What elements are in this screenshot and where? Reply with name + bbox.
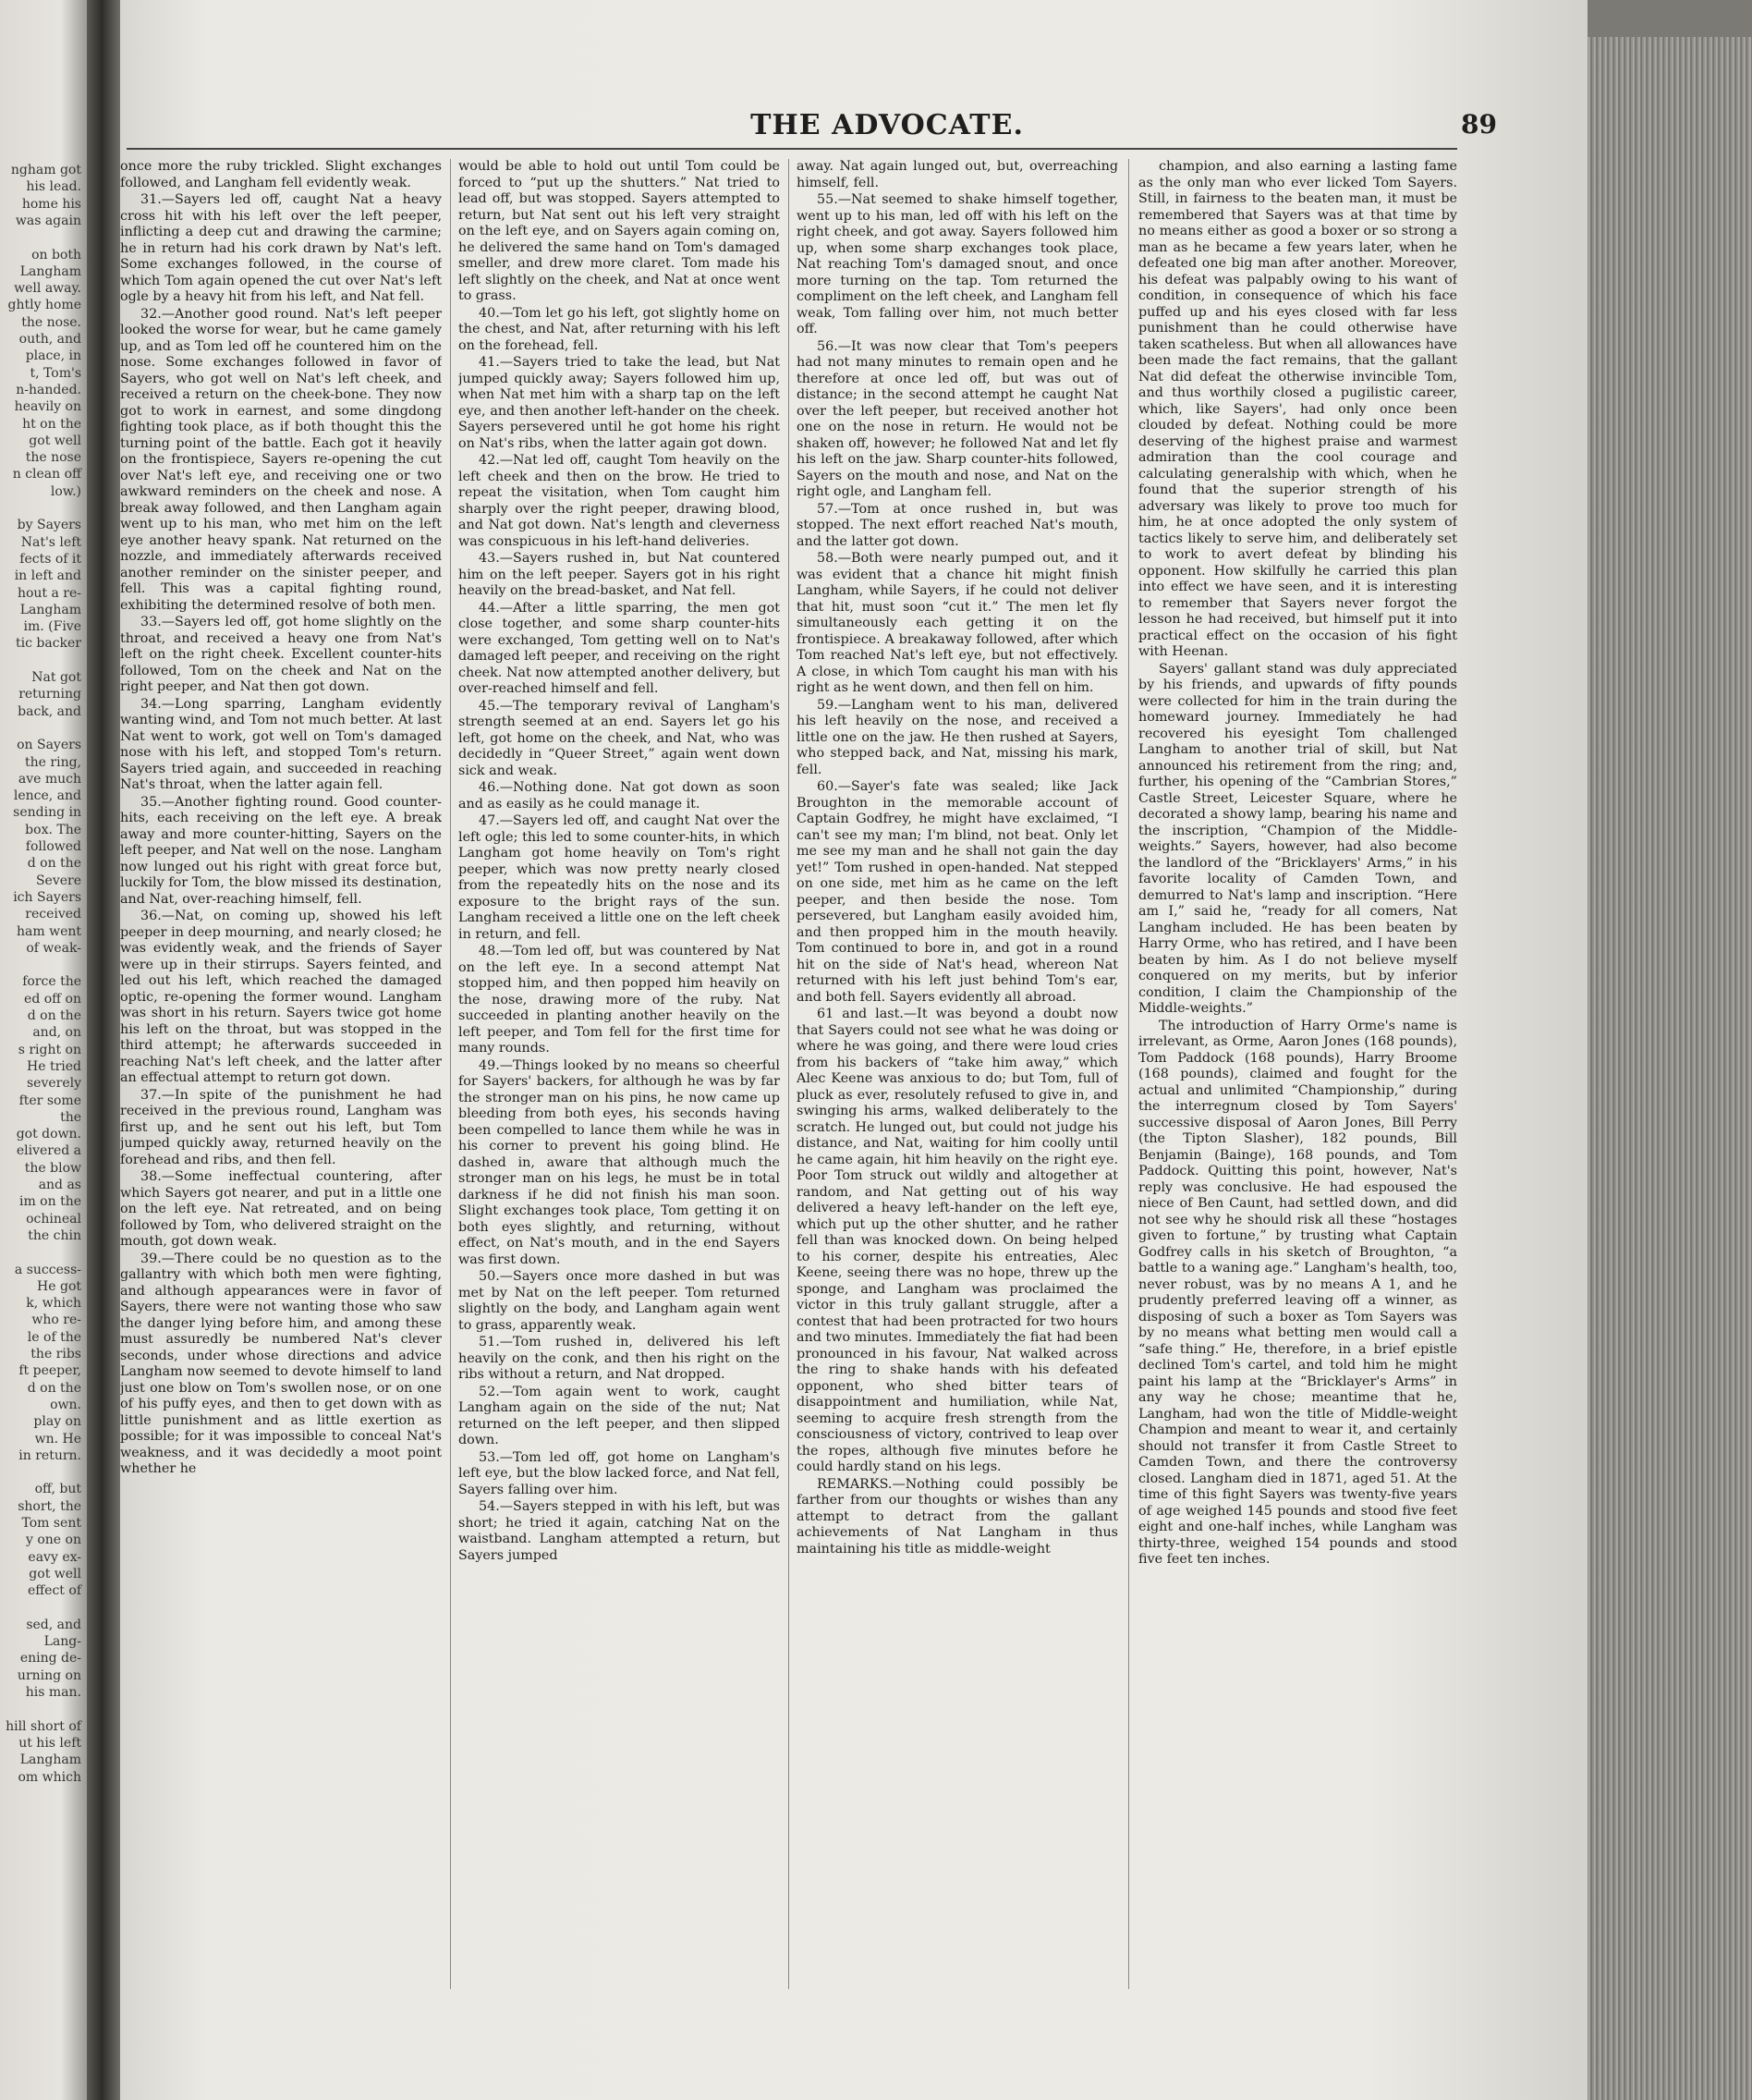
paragraph: 59.—Langham went to his man, delivered his left heavily on the nose, and received a little one on the jaw. He then rushed at Sayers, who stepped back, and Nat, missing his mark, fell. — [797, 697, 1118, 777]
previous-page-text-fragment: hout a re- — [17, 585, 81, 601]
previous-page-text-fragment: im on the — [18, 1194, 81, 1210]
paragraph: 37.—In spite of the punishment he had received in the previous round, Langham was first up, and he sent out his left, but Tom jumped quickly away, returned heavily on the forehead and ribs, and then fell. — [120, 1087, 442, 1167]
previous-page-text-fragment: the — [60, 1109, 81, 1125]
previous-page-text-fragment: eavy ex- — [28, 1549, 81, 1565]
paragraph: champion, and also earning a lasting fame as the only man who ever licked Tom Sayers. Still, in fairness to the beaten man, it must be remembered that Sayers was at that time by no means either as good a boxer or so strong a man as he became a few years later, when he defeated one big man after another. Moreover, his defeat was palpably owing to his want of condition, in consequence of which his face puffed up and his eyes closed with far less punishment than he could otherwise have taken scatheless. But when all allowances have been made the fact remains, that the gallant Nat did defeat the otherwise invincible Tom, and thus worthily closed a pugilistic career, which, like Sayers', had only once been clouded by defeat. Nothing could be more deserving of the highest praise and warmest admiration than the cool courage and calculating generalship with which, when he found that the superior strength of his adversary was likely to prove too much for him, he at once adopted the only system of tactics likely to serve him, and deliberately set to work to avert defeat by blinding his opponent. How skilfully he carried this plan into effect we have seen, and it is interesting to remember that Sayers never forgot the lesson he had received, but himself put it into practical effect on the occasion of his fight with Heenan. — [1138, 159, 1457, 659]
page-number: 89 — [1461, 109, 1497, 140]
paragraph: 56.—It was now clear that Tom's peepers had not many minutes to remain open and he therefore at once led off, but was out of distance; in the second attempt he caught Nat over the left peeper, but received another hot one on the nose in return. He would not be shaken off, however; he followed Nat and let fly his left on the jaw. Sharp counter-hits followed, Sayers on the mouth and nose, and Nat on the right ogle, and Langham fell. — [797, 338, 1118, 499]
paragraph: 49.—Things looked by no means so cheerful for Sayers' backers, for although he was by far the stronger man on his pins, he now came up bleeding from both eyes, his seconds having been compelled to lance them while he was in his corner to prevent his going blind. He dashed in, aware that although much the stronger man on his legs, he must be in total darkness if he did not finish his man soon. Slight exchanges took place, Tom getting it on both eyes slightly, and returning, without effect, on Nat's mouth, and in the end Sayers was first down. — [458, 1057, 780, 1267]
previous-page-text-fragment: place, in — [25, 348, 81, 364]
paragraph: 32.—Another good round. Nat's left peeper looked the worse for wear, but he came gamely up, and as Tom led off he countered him on the nose. Some exchanges followed in favor of Sayers, who got well on Nat's left cheek, and received a return on the cheek-bone. They now got to work in earnest, and some dingdong fighting took place, as if both thought this the turning point of the battle. Each got it heavily on the frontispiece, Sayers re-opening the cut over Nat's left eye, and receiving one or two awkward reminders on the cheek and nose. A break away followed, and then Langham again went up to his man, who met him on the left eye another heavy spank. Nat returned on the nozzle, and immediately afterwards received another reminder on the sinister peeper, and fell. This was a capital fighting round, exhibiting the determined resolve of both men. — [120, 306, 442, 613]
previous-page-text-fragment: ochineal — [26, 1211, 81, 1227]
previous-page-text-fragment: d on the — [27, 1008, 81, 1023]
paragraph: 60.—Sayer's fate was sealed; like Jack Broughton in the memorable account of Captain Godfrey, he might have exclaimed, “I can't see my man; I'm blind, not beat. Only let me see my man and he shall not gain the day yet!” Tom rushed in open-handed. Nat stepped on one side, met him as he came on the left peeper, and then beside the nose. Tom persevered, but Langham easily avoided him, and then propped him in the mouth heavily. Tom continued to bore in, and got in a round hit on the side of Nat's head, whereon Nat returned with his left just behind Tom's ear, and both fell. Sayers evidently all abroad. — [797, 779, 1118, 1005]
header-rule — [127, 148, 1457, 150]
paragraph: 58.—Both were nearly pumped out, and it was evident that a chance hit might finish Langham, while Sayers, if he could not deliver that hit, must soon “cut it.” The men let fly simultaneously each getting it on the frontispiece. A breakaway followed, after which Tom reached Nat's left eye, but not effectively. A close, in which Tom caught his man with his right as he went down, and then fell on him. — [797, 551, 1118, 695]
previous-page-text-fragment: ich Sayers — [13, 889, 81, 905]
paragraph: 38.—Some ineffectual countering, after which Sayers got nearer, and put in a little one on the left eye. Nat retreated, and on being followed by Tom, who delivered straight on the mouth, got down weak. — [120, 1169, 442, 1249]
paragraph: 50.—Sayers once more dashed in but was met by Nat on the left peeper. Tom returned slightly on the body, and Langham again went to grass, apparently weak. — [458, 1269, 780, 1333]
running-head: THE ADVOCATE. — [750, 109, 1024, 141]
previous-page-text-fragment: ham went — [17, 923, 81, 939]
previous-page-text-fragment: returning — [18, 687, 81, 702]
text-column-3 — [797, 159, 1118, 2017]
paragraph: 51.—Tom rushed in, delivered his left heavily on the conk, and then his right on the ribs without a return, and Nat dropped. — [458, 1335, 780, 1382]
previous-page-text-fragment: wn. He — [34, 1431, 81, 1447]
previous-page-text-fragment: ave much — [18, 771, 81, 787]
previous-page-text-fragment: d on the — [27, 1380, 81, 1396]
paragraph: 34.—Long sparring, Langham evidently wanting wind, and Tom not much better. At last Nat went to work, got well on Tom's damaged nose with his left, and stopped Tom's return. Sayers tried again, and succeeded in reaching Nat's throat, when the latter again fell. — [120, 696, 442, 792]
previous-page-text-fragment: got well — [29, 433, 81, 448]
paragraph: 42.—Nat led off, caught Tom heavily on the left cheek and then on the brow. He tried to repeat the visitation, when Tom caught him sharply over the right peeper, drawing blood, and Nat got down. Nat's length and cleverness was conspicuous in his left-hand deliveries. — [458, 453, 780, 549]
previous-page-text-fragment: im. (Five — [23, 619, 81, 635]
column-rule — [1128, 159, 1129, 1989]
previous-page-text-fragment: y one on — [26, 1532, 81, 1548]
previous-page-text-fragment: got down. — [16, 1127, 81, 1142]
paragraph: 36.—Nat, on coming up, showed his left peeper in deep mourning, and nearly closed; he was evidently weak, and the friends of Sayer were up in their stirrups. Sayers feinted, and led out his left, which reached the damaged optic, re-opening the former wound. Langham was short in his return. Sayers twice got home his left on the throat, but was stopped in the third attempt; he afterwards succeeded in reaching Nat's left cheek, and the latter after an effectual attempt to return got down. — [120, 909, 442, 1085]
previous-page-text-fragment: ghtly home — [7, 298, 81, 313]
previous-page-text-fragment: severely — [26, 1076, 81, 1092]
previous-page-text-fragment: Lang- — [43, 1634, 81, 1650]
paragraph: 39.—There could be no question as to the gallantry with which both men were fighting, and although appearances were in favor of Sayers, there were not wanting those who saw the danger lying before him, and among these must assuredly be numbered Nat's clever seconds, under whose directions and advice Langham now seemed to devote himself to land just one blow on Tom's swollen nose, or on one of his puffy eyes, and then to get down with as little punishment and as little exertion as possible; for it was impossible to conceal Nat's weakness, and it was decidedly a moot point whether he — [120, 1251, 442, 1476]
previous-page-text-fragment: om which — [18, 1769, 81, 1785]
paragraph: 31.—Sayers led off, caught Nat a heavy cross hit with his left over the left peeper, inflicting a deep cut and drawing the carmine; he in return had his cork drawn by Nat's left. Some exchanges followed, in the course of which Tom again opened the cut over Nat's left ogle by a heavy hit from his left, and Nat fell. — [120, 192, 442, 304]
paragraph: 57.—Tom at once rushed in, but was stopped. The next effort reached Nat's mouth, and the latter got down. — [797, 501, 1118, 549]
paragraph: Sayers' gallant stand was duly appreciated by his friends, and upwards of fifty pounds were collected for him in the train during the homeward journey. Immediately he had recovered his eyesight Tom challenged Langham to another trial of skill, but Nat announced his retirement from the ring; and, further, his opening of the “Cambrian Stores,” Castle Street, Leicester Square, where he decorated a showy lamp, bearing his name and the inscription, “Champion of the Middle-weights.” Sayers, however, had also become the landlord of the “Bricklayers' Arms,” in his favorite locality of Camden Town, and demurred to Nat's lamp and inscription. “Here am I,” said he, “ready for all comers, Nat Langham included. He has been beaten by Harry Orme, who has retired, and I have been beaten by him. As I do not believe myself conquered on my merits, but by inferior condition, I claim the Championship of the Middle-weights.” — [1138, 661, 1457, 1016]
previous-page-text-fragment: his lead. — [26, 179, 81, 195]
paragraph: 55.—Nat seemed to shake himself together, went up to his man, led off with his left on the right cheek, and got away. Sayers followed him up, when some sharp exchanges took place, Nat reaching Tom's damaged snout, and once more turning on the tap. Tom returned the compliment on the left cheek, and Langham fell weak, Tom falling over him, not much better off. — [797, 192, 1118, 336]
previous-page-text-fragment: effect of — [27, 1583, 81, 1599]
previous-page-text-fragment: fects of it — [19, 551, 81, 567]
previous-page-text-fragment: ening de- — [19, 1651, 81, 1667]
previous-page-text-fragment: and, on — [32, 1025, 81, 1041]
previous-page-text-fragment: off, but — [34, 1482, 81, 1497]
previous-page-text-fragment: got well — [29, 1566, 81, 1581]
previous-page-text-fragment: his man. — [25, 1685, 81, 1700]
paragraph: 33.—Sayers led off, got home slightly on the throat, and received a heavy one from Nat's left on the right cheek. Excellent counter-hits followed, Tom on the cheek and Nat on the right peeper, and Nat then got down. — [120, 615, 442, 694]
previous-page-text-fragment: d on the — [27, 856, 81, 872]
previous-page-text-fragment: sed, and — [26, 1617, 81, 1632]
paragraph: would be able to hold out until Tom could be forced to “put up the shutters.” Nat tried to lead off, but was stopped. Sayers attempted to return, but Nat sent out his left very straight on the left eye, and on Sayers again coming on, he delivered the same hand on Tom's damaged smeller, and drew more claret. Tom made his left slightly on the cheek, and Nat at once went to grass. — [458, 159, 780, 303]
page-stack-edge — [1588, 37, 1752, 2100]
previous-page-text-fragment: tic backer — [15, 636, 81, 652]
book-gutter — [87, 0, 120, 2100]
previous-page-text-fragment: outh, and — [18, 332, 81, 347]
previous-page-text-fragment: of weak- — [26, 940, 81, 956]
previous-page-text-fragment: sending in — [13, 805, 81, 821]
paragraph: REMARKS.—Nothing could possibly be farther from our thoughts or wishes than any attempt to detract from the gallant achievements of Nat Langham in thus maintaining his title as middle-weight — [797, 1476, 1118, 1557]
previous-page-text-fragment: ut his left — [18, 1735, 81, 1751]
previous-page-text-fragment: ed off on — [24, 991, 81, 1007]
previous-page-text-fragment: Severe — [35, 873, 81, 888]
paragraph: 46.—Nothing done. Nat got down as soon and as easily as he could manage it. — [458, 780, 780, 812]
paragraph: away. Nat again lunged out, but, overreaching himself, fell. — [797, 159, 1118, 190]
column-rule — [788, 159, 789, 1989]
previous-page-text-fragment: back, and — [18, 703, 81, 719]
previous-page-text-fragment: heavily on — [14, 399, 81, 415]
previous-page-text-fragment: in left and — [14, 568, 81, 584]
text-column-2 — [458, 159, 780, 2017]
previous-page-text-fragment: the ring, — [25, 754, 81, 770]
previous-page-text-fragment: n clean off — [12, 467, 81, 482]
paragraph: 43.—Sayers rushed in, but Nat countered him on the left peeper. Sayers got in his right heavily on the bread-basket, and Nat fell. — [458, 551, 780, 598]
previous-page-text-fragment: the chin — [28, 1227, 81, 1243]
page-stack-top — [1588, 0, 1752, 37]
previous-page-text-fragment: s right on — [18, 1042, 81, 1057]
paragraph: 45.—The temporary revival of Langham's strength seemed at an end. Sayers let go his left, got home on the cheek, and Nat, who was decidedly in “Queer Street,” again went down sick and weak. — [458, 698, 780, 778]
paragraph: 40.—Tom let go his left, got slightly home on the chest, and Nat, after returning with his left on the forehead, fell. — [458, 305, 780, 353]
paragraph: 47.—Sayers led off, and caught Nat over the left ogle; this led to some counter-hits, in which Langham got home heavily on Tom's right peeper, which was now pretty nearly closed from the repeatedly hits on the nose and its exposure to the bright rays of the sun. Langham received a little one on the left cheek in return, and fell. — [458, 813, 780, 942]
previous-page-text-fragment: Langham — [19, 263, 81, 279]
previous-page-text-fragment: home his — [21, 196, 81, 212]
previous-page-text-fragment: urning on — [17, 1667, 81, 1683]
previous-page-text-fragment: box. The — [25, 822, 81, 837]
previous-page-text-fragment: Langham — [19, 602, 81, 617]
previous-page-text-fragment: Nat got — [31, 670, 81, 685]
previous-page-text-fragment: on both — [31, 247, 81, 262]
previous-page-text-fragment: low.) — [50, 483, 81, 499]
previous-page-text-fragment: own. — [50, 1397, 81, 1412]
paragraph: 52.—Tom again went to work, caught Langham again on the side of the nut; Nat returned on the left peeper, and then slipped down. — [458, 1384, 780, 1447]
paragraph: 48.—Tom led off, but was countered by Nat on the left eye. In a second attempt Nat stopped him, and then popped him heavily on the nose, drawing more of the ruby. Nat succeeded in planting another heavily on the left peeper, and Tom fell for the first time for many rounds. — [458, 944, 780, 1056]
previous-page-text-fragment: well away. — [14, 281, 81, 297]
previous-page-text-fragment: Nat's left — [20, 534, 81, 550]
previous-page-text-fragment: a success- — [14, 1262, 81, 1277]
previous-page-text-fragment: the blow — [24, 1160, 81, 1176]
previous-page-text-fragment: and as — [38, 1178, 81, 1192]
paragraph: 44.—After a little sparring, the men got close together, and some sharp counter-hits were exchanged, Tom getting well on to Nat's damaged left peeper, and receiving on the right cheek. Nat now attempted another delivery, but over-reached himself and fell. — [458, 600, 780, 696]
column-rule — [450, 159, 451, 1989]
previous-page-text-fragment: the nose. — [21, 314, 81, 330]
previous-page-text-fragment: play on — [33, 1414, 81, 1430]
paragraph: The introduction of Harry Orme's name is irrelevant, as Orme, Aaron Jones (168 pounds), Tom Paddock (168 pounds), Harry Broome (168 pounds), claimed and fought for the actual and unlimited “Championship,” during the interregnum closed by Tom Sayers' successive disposal of Aaron Jones, Bill Perry (the Tipton Slasher), 182 pounds, Bill Benjamin (Bainge), 168 pounds, and Tom Paddock. Quitting this point, however, Nat's reply was conclusive. He had espoused the niece of Ben Caunt, had settled down, and did not see why he should risk all these “hostages given to fortune,” by trusting what Captain Godfrey calls in his sketch of Broughton, “a battle to a waning age.” Langham's health, too, never robust, was by no means A 1, and he prudently preferred leaving off a winner, as disposing of such a boxer as Tom Sayers was by no means what betting men would call a “safe thing.” He, therefore, in a brief epistle declined Tom's cartel, and told him he might paint his lamp at the “Bricklayer's Arms” in any way he chose; meantime that he, Langham, had won the title of Middle-weight Champion and meant to wear it, and certainly should not transfer it from Castle Street to Camden Town, and there the controversy closed. Langham died in 1871, aged 51. At the time of this fight Sayers was twenty-five years of age weighed 145 pounds and stood five feet eight and one-half inches, while Langham was thirty-three, weighed 154 pounds and stood five feet ten inches. — [1138, 1018, 1457, 1567]
text-column-1 — [120, 159, 442, 2017]
previous-page-text-fragment: followed — [25, 839, 81, 854]
paragraph: 54.—Sayers stepped in with his left, but was short; he tried it again, catching Nat on the waistband. Langham attempted a return, but Sayers jumped — [458, 1499, 780, 1563]
previous-page-text-fragment: received — [25, 907, 81, 922]
previous-page-text-fragment: ft peeper, — [18, 1363, 81, 1379]
previous-page-edge — [0, 0, 87, 2100]
previous-page-text-fragment: ngham got — [10, 163, 81, 177]
previous-page-text-fragment: hill short of — [6, 1718, 81, 1734]
paragraph: 41.—Sayers tried to take the lead, but Nat jumped quickly away; Sayers followed him up, when Nat met him with a sharp tap on the left eye, and then another left-hander on the cheek. Sayers persevered until he got home his right on Nat's ribs, when the latter again got down. — [458, 355, 780, 451]
previous-page-text-fragment: in return. — [18, 1447, 81, 1463]
previous-page-text-fragment: k, which — [26, 1296, 81, 1312]
previous-page-text-fragment: who re- — [31, 1312, 81, 1328]
previous-page-text-fragment: ht on the — [22, 416, 81, 432]
previous-page-text-fragment: Langham — [19, 1752, 81, 1768]
previous-page-text-fragment: fter some — [18, 1093, 81, 1108]
previous-page-text-fragment: was again — [15, 213, 81, 228]
previous-page-text-fragment: n-handed. — [16, 382, 81, 397]
previous-page-text-fragment: elivered a — [16, 1143, 81, 1159]
previous-page-text-fragment: the nose — [25, 450, 81, 466]
previous-page-text-fragment: by Sayers — [17, 518, 81, 533]
previous-page-text-fragment: lence, and — [13, 788, 81, 804]
text-column-4 — [1138, 159, 1457, 2017]
previous-page-text-fragment: Tom sent — [21, 1516, 81, 1531]
previous-page-text-fragment: the ribs — [30, 1347, 81, 1361]
paragraph: once more the ruby trickled. Slight exchanges followed, and Langham fell evidently weak. — [120, 159, 442, 190]
paragraph: 35.—Another fighting round. Good counter-hits, each receiving on the left eye. A break away and more counter-hitting, Sayers on the left peeper, and Nat well on the nose. Langham now lunged out his right with great force but, luckily for Tom, the blow missed its destination, and Nat, over-reaching himself, fell. — [120, 794, 442, 907]
previous-page-text-fragment: He tried — [27, 1058, 81, 1074]
paragraph: 53.—Tom led off, got home on Langham's left eye, but the blow lacked force, and Nat fell, Sayers falling over him. — [458, 1449, 780, 1497]
previous-page-text-fragment: on Sayers — [17, 738, 81, 753]
previous-page-text-fragment: t, Tom's — [30, 365, 81, 381]
previous-page-text-fragment: le of the — [27, 1329, 81, 1345]
paragraph: 61 and last.—It was beyond a doubt now that Sayers could not see what he was doing or where he was going, and there were loud cries from his backers of “take him away,” which Alec Keene was anxious to do; but Tom, full of pluck as ever, resolutely refused to give in, and swinging his arms, walked deliberately to the scratch. He lunged out, but could not judge his distance, and Nat, waiting for him coolly until he came again, hit him heavily on the right eye. Poor Tom struck out wildly and altogether at random, and Nat getting out of his way delivered a heavy left-hander on the left eye, which put up the other shutter, and he rather fell than was knocked down. On being helped to his corner, despite his entreaties, Alec Keene, seeing there was no hope, threw up the sponge, and Langham was proclaimed the victor in this truly gallant struggle, after a contest that had been protracted for two hours and two minutes. Immediately the fiat had been pronounced in his favour, Nat walked across the ring to shake hands with his defeated opponent, who shed bitter tears of disappointment and humiliation, while Nat, seeming to acquire fresh strength from the consciousness of victory, contrived to leap over the ropes, although five minutes before he could hardly stand on his legs. — [797, 1007, 1118, 1474]
previous-page-text-fragment: force the — [22, 974, 81, 990]
previous-page-text-fragment: short, the — [18, 1498, 81, 1514]
previous-page-text-fragment: He got — [37, 1278, 81, 1294]
